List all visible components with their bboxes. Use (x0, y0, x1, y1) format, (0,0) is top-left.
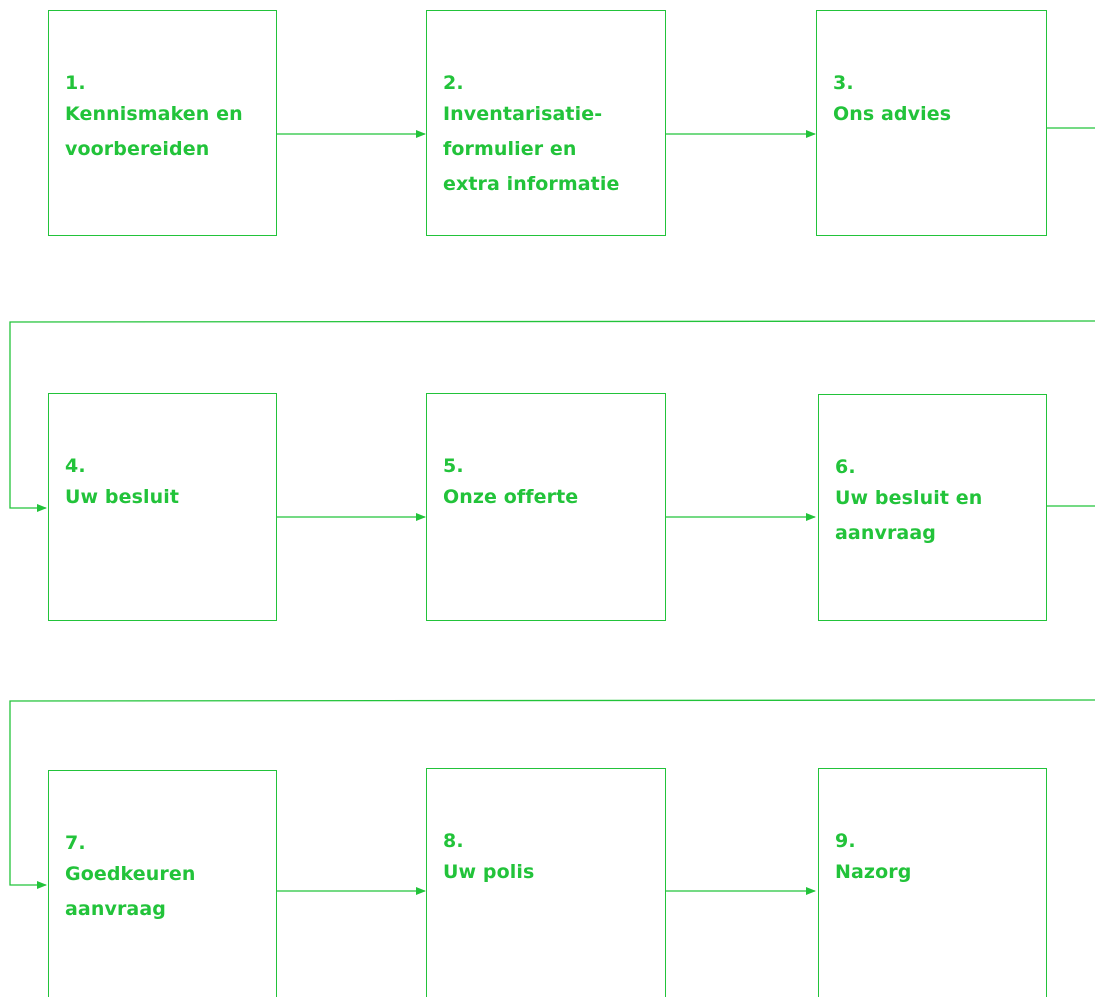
step-4-label: Uw besluit (65, 486, 180, 508)
step-3-box (816, 10, 1047, 236)
step-8-number: 8. (443, 830, 464, 852)
step-3-label: Ons advies (833, 103, 952, 125)
step-4-number: 4. (65, 455, 86, 477)
step-5-label: Onze offerte (443, 486, 579, 508)
step-6-number: 6. (835, 456, 856, 478)
step-7-label: Goedkeuren aanvraag (65, 863, 196, 920)
step-5-number: 5. (443, 455, 464, 477)
step-9-label: Nazorg (835, 861, 912, 883)
step-9-number: 9. (835, 830, 856, 852)
step-1-number: 1. (65, 72, 86, 94)
step-4-box (48, 393, 277, 621)
step-7-box (48, 770, 277, 997)
step-7-number: 7. (65, 832, 86, 854)
step-6-label: Uw besluit en aanvraag (835, 487, 983, 544)
step-2-label: Inventarisatie- formulier en extra informatie (443, 103, 620, 195)
step-2-box (426, 10, 666, 236)
step-6-box (818, 394, 1047, 621)
step-5-box (426, 393, 666, 621)
step-1-box (48, 10, 277, 236)
step-2-number: 2. (443, 72, 464, 94)
step-8-label: Uw polis (443, 861, 535, 883)
step-9-box (818, 768, 1047, 997)
step-8-box (426, 768, 666, 997)
step-1-label: Kennismaken en voorbereiden (65, 103, 243, 160)
step-3-number: 3. (833, 72, 854, 94)
